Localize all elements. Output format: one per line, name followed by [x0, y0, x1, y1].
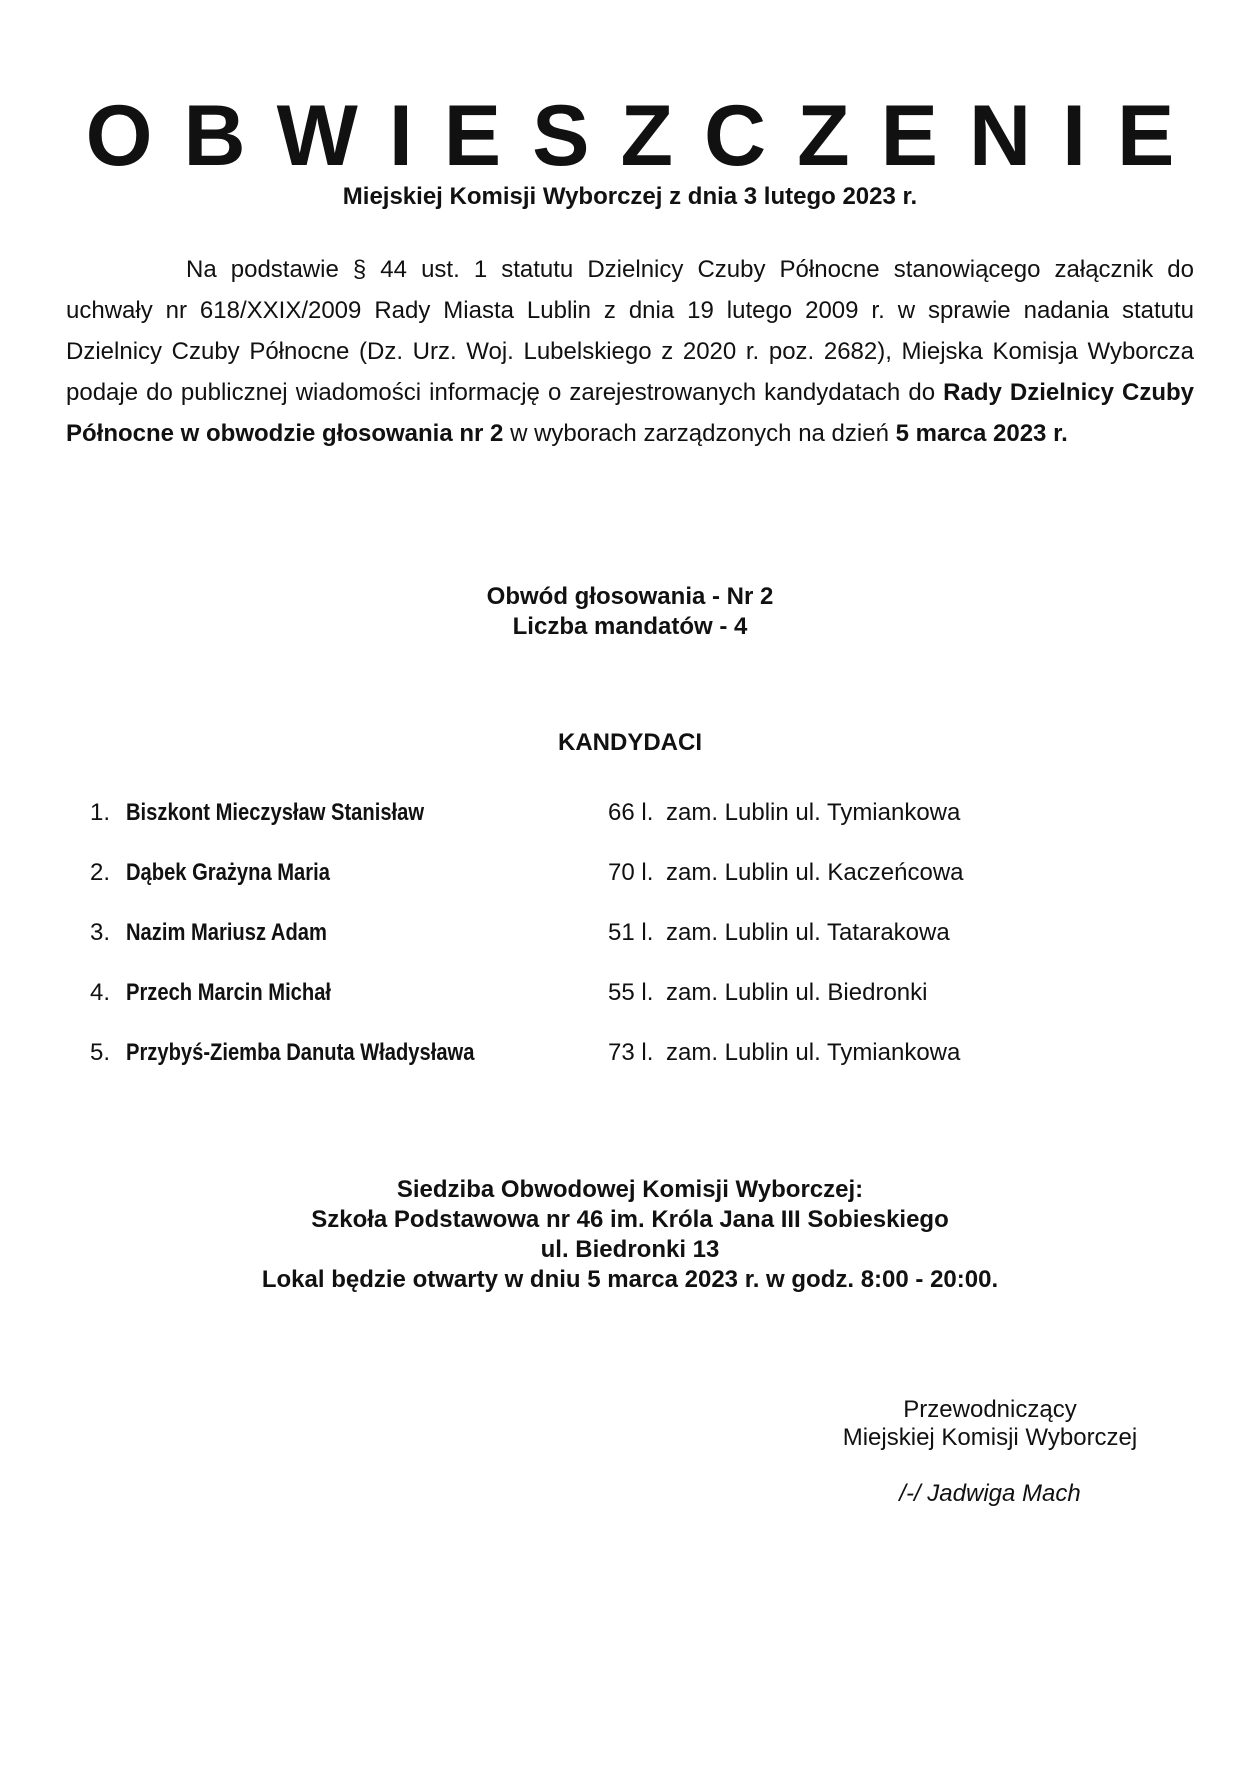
document-title: OBWIESZCZENIE: [85, 88, 1206, 184]
candidate-address: zam. Lublin ul. Kaczeńcowa: [666, 859, 964, 886]
candidate-age: 66 l.: [608, 799, 654, 826]
polling-station-info: [0, 1175, 1260, 1295]
candidate-name: Biszkont Mieczysław Stanisław: [126, 799, 425, 826]
candidate-row: [90, 978, 1140, 1038]
seat-school: Szkoła Podstawowa nr 46 im. Króla Jana III Sobieskiego: [311, 1206, 949, 1233]
candidate-address: zam. Lublin ul. Tymiankowa: [666, 799, 961, 826]
signature-block: [780, 1396, 1200, 1508]
seat-street: ul. Biedronki 13: [540, 1236, 720, 1263]
document-subtitle: Miejskiej Komisji Wyborczej z dnia 3 lutego 2023 r.: [342, 183, 918, 210]
candidate-name: Nazim Mariusz Adam: [126, 919, 327, 946]
candidate-row: [90, 858, 1140, 918]
candidates-heading: KANDYDACI: [558, 729, 702, 756]
district-info: [0, 582, 1260, 642]
signature-body: Miejskiej Komisji Wyborczej: [842, 1424, 1138, 1451]
signature-name: /-/ Jadwiga Mach: [899, 1480, 1081, 1507]
candidate-age: 73 l.: [608, 1039, 654, 1066]
candidate-age: 70 l.: [608, 859, 654, 886]
candidate-name: Dąbek Grażyna Maria: [126, 859, 330, 886]
candidate-age: 51 l.: [608, 919, 654, 946]
candidate-name: Przybyś-Ziemba Danuta Władysława: [126, 1039, 475, 1066]
candidate-number: 2.: [90, 859, 111, 886]
candidate-number: 1.: [90, 799, 111, 826]
district-number: Obwód głosowania - Nr 2: [486, 583, 774, 610]
mandates-count: Liczba mandatów - 4: [512, 613, 748, 640]
candidate-address: zam. Lublin ul. Tymiankowa: [666, 1039, 961, 1066]
seat-hours: Lokal będzie otwarty w dniu 5 marca 2023 r. w godz. 8:00 - 20:00.: [261, 1266, 999, 1293]
candidate-row: [90, 918, 1140, 978]
candidate-row: [90, 1038, 1140, 1098]
candidate-row: [90, 798, 1140, 858]
intro-bold-council: Rady Dzielnicy Czuby Północne w obwodzie głosowania nr 2: [66, 379, 1195, 447]
seat-heading: Siedziba Obwodowej Komisji Wyborczej:: [396, 1176, 864, 1203]
intro-bold-date: 5 marca 2023 r.: [895, 420, 1068, 447]
candidate-number: 5.: [90, 1039, 111, 1066]
candidates-list: [90, 798, 1140, 1098]
signature-role: Przewodniczący: [903, 1396, 1077, 1423]
candidate-number: 4.: [90, 979, 111, 1006]
candidate-number: 3.: [90, 919, 111, 946]
intro-paragraph: [66, 249, 1194, 454]
candidate-name: Przech Marcin Michał: [126, 979, 332, 1006]
intro-text-1: Na podstawie § 44 ust. 1 statutu Dzielnicy Czuby Północne stanowiącego załącznik do uchwały nr 618/XXIX/2009 Rady Miasta Lublin z dnia 19 lutego 2009 r. w sprawie nadania statutu Dzielnicy Czuby Północne (Dz. Urz. Woj. Lubelskiego z 2020 r. poz. 2682), Miejska Komisja Wyborcza podaje do publicznej wiadomości informację o zarejestrowanych kandydatach do: [66, 256, 1194, 406]
candidate-address: zam. Lublin ul. Tatarakowa: [666, 919, 950, 946]
candidate-age: 55 l.: [608, 979, 654, 1006]
intro-text-2: w wyborach zarządzonych na dzień: [510, 420, 889, 447]
candidate-address: zam. Lublin ul. Biedronki: [666, 979, 928, 1006]
